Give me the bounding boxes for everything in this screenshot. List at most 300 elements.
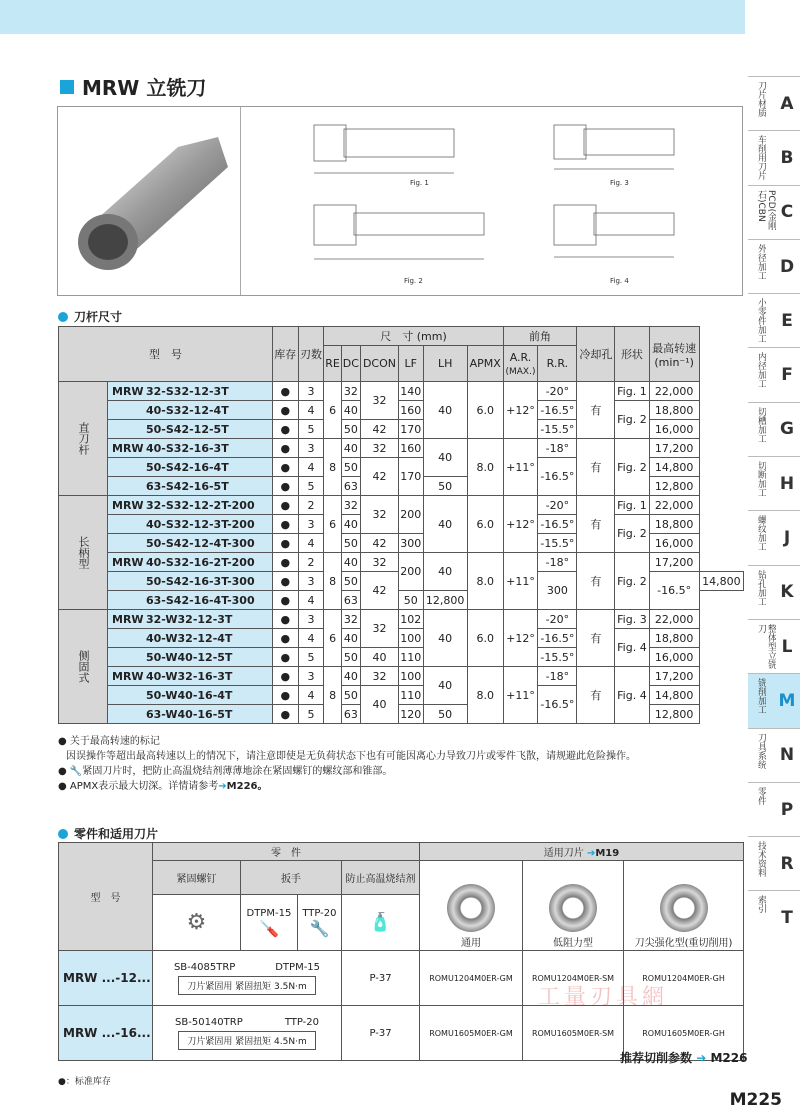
col-dcon: DCON xyxy=(360,346,398,382)
ref-arrow-icon: ➔ xyxy=(218,781,227,792)
insert-type-label: 低阻力型 xyxy=(553,938,594,949)
spec-cell: -16.5° xyxy=(538,686,577,724)
model-code: 40-S32-12-4T xyxy=(108,401,273,420)
model-code: MRW 40-W32-16-3T xyxy=(108,667,273,686)
stock-cell: ● xyxy=(272,648,298,667)
col-rr: R.R. xyxy=(538,346,577,382)
spec-cell: Fig. 4 xyxy=(615,667,649,724)
teeth-cell: 4 xyxy=(298,401,324,420)
rpm-cell: 18,800 xyxy=(649,401,699,420)
insert-gm-image xyxy=(447,884,495,932)
dc-cell: 50 xyxy=(341,534,360,553)
title-square-icon xyxy=(60,80,74,94)
spec-cell: 40 xyxy=(423,496,467,553)
spec-cell: 160 xyxy=(399,439,424,458)
teeth-cell: 5 xyxy=(298,477,324,496)
model-code: 63-S42-16-4T-300 xyxy=(108,591,273,610)
screw-value: SB-50140TRP xyxy=(175,1016,243,1028)
dc-cell: 40 xyxy=(341,401,360,420)
insert-type-label: 通用 xyxy=(460,938,481,949)
tool-photo xyxy=(58,107,240,297)
spec-cell: 300 xyxy=(399,534,424,553)
parts-row-model: MRW ...-16... xyxy=(59,1006,153,1061)
spec-cell: 8.0 xyxy=(467,553,503,610)
parts-col-wrench: 扳手 xyxy=(241,861,342,895)
spec-cell: -20° xyxy=(538,496,577,515)
tab-label: 铣削加工 xyxy=(756,678,766,715)
spec-cell: 6.0 xyxy=(467,382,503,439)
dc-cell: 50 xyxy=(341,420,360,439)
rpm-cell: 17,200 xyxy=(649,667,699,686)
spec-cell: 170 xyxy=(399,458,424,496)
spec-cell: 40 xyxy=(423,382,467,439)
insert-code: ROMU1204M0ER-GH xyxy=(624,951,744,1006)
model-code: 63-S42-16-5T xyxy=(108,477,273,496)
dc-cell: 40 xyxy=(341,667,360,686)
spec-cell: 32 xyxy=(360,610,398,648)
dc-cell: 50 xyxy=(341,686,360,705)
spec-cell: 6.0 xyxy=(467,610,503,667)
spec-cell: -15.5° xyxy=(538,420,577,439)
spec-cell: 40 xyxy=(360,686,398,724)
stock-cell: ● xyxy=(272,477,298,496)
re-cell: 6 xyxy=(324,610,341,667)
tab-label: 技术资料 xyxy=(756,841,766,878)
model-code: 40-S32-12-3T-200 xyxy=(108,515,273,534)
spec-cell: -16.5° xyxy=(538,629,577,648)
rpm-cell: 12,800 xyxy=(649,705,699,724)
stock-cell: ● xyxy=(272,515,298,534)
stock-cell: ● xyxy=(272,629,298,648)
stock-cell: ● xyxy=(272,496,298,515)
rpm-cell: 22,000 xyxy=(649,496,699,515)
antiseize-value: P-37 xyxy=(342,951,420,1006)
tab-label: 内径加工 xyxy=(756,352,766,389)
model-code: 50-W40-16-4T xyxy=(108,686,273,705)
spec-cell: -20° xyxy=(538,610,577,629)
dc-cell: 40 xyxy=(341,629,360,648)
stock-cell: ● xyxy=(272,534,298,553)
spec-cell: 200 xyxy=(399,553,424,591)
spec-cell: 40 xyxy=(423,667,467,705)
dc-cell: 63 xyxy=(341,477,360,496)
spec-cell: -18° xyxy=(538,553,577,572)
spec-cell: Fig. 3 xyxy=(615,610,649,629)
rpm-cell: 16,000 xyxy=(649,648,699,667)
stock-cell: ● xyxy=(272,553,298,572)
parts-col-screw: 紧固螺钉 xyxy=(153,861,241,895)
spec-cell: 100 xyxy=(399,629,424,648)
spec-row xyxy=(59,439,744,458)
spec-cell: -16.5° xyxy=(538,515,577,534)
spec-cell: 有 xyxy=(577,610,615,667)
spec-cell: 有 xyxy=(577,496,615,553)
spec-cell: -20° xyxy=(538,382,577,401)
tab-j[interactable] xyxy=(748,510,800,564)
rpm-cell: 14,800 xyxy=(649,686,699,705)
col-model: 型 号 xyxy=(59,327,273,382)
dc-cell: 63 xyxy=(341,591,360,610)
spec-cell: 32 xyxy=(360,553,398,572)
top-banner xyxy=(0,0,745,34)
spec-cell: 140 xyxy=(399,382,424,401)
spec-cell: 42 xyxy=(360,572,398,610)
col-dims: 尺 寸 (mm) xyxy=(324,327,503,346)
spec-cell: 32 xyxy=(360,496,398,534)
spec-cell: 50 xyxy=(399,591,424,610)
tab-letter: E xyxy=(781,310,793,331)
section-spec-heading: 刀杆尺寸 xyxy=(58,308,122,325)
model-code: MRW 40-S32-16-3T xyxy=(108,439,273,458)
tab-label: 外径加工 xyxy=(756,243,766,280)
rpm-cell: 14,800 xyxy=(649,458,699,477)
torque-note: 刀片紧固用 紧固扭矩 4.5N·m xyxy=(178,1031,315,1050)
model-code: MRW 32-S32-12-3T xyxy=(108,382,273,401)
dc-cell: 32 xyxy=(341,496,360,515)
model-code: 50-S42-16-3T-300 xyxy=(108,572,273,591)
col-coolant: 冷却孔 xyxy=(577,327,615,382)
stock-cell: ● xyxy=(272,667,298,686)
spec-row xyxy=(59,610,744,629)
spec-cell: Fig. 2 xyxy=(615,515,649,553)
teeth-cell: 3 xyxy=(298,382,324,401)
stock-legend: ●：标准库存 xyxy=(58,1077,111,1087)
col-re: RE xyxy=(324,346,341,382)
insert-code: ROMU1605M0ER-SM xyxy=(522,1006,623,1061)
col-teeth: 刃数 xyxy=(298,327,324,382)
stock-cell: ● xyxy=(272,686,298,705)
group-label: 长柄型 xyxy=(59,496,108,610)
model-code: MRW 32-W32-12-3T xyxy=(108,610,273,629)
spec-cell: 6.0 xyxy=(467,496,503,553)
teeth-cell: 4 xyxy=(298,458,324,477)
col-lh: LH xyxy=(423,346,467,382)
insert-code: ROMU1204M0ER-SM xyxy=(522,951,623,1006)
note-antiseize: 紧固刀片时，把防止高温烧结剂薄薄地涂在紧固螺钉的螺纹部和锥部。 xyxy=(82,766,393,777)
spec-cell: 120 xyxy=(399,705,424,724)
spec-row xyxy=(59,401,744,420)
screwdriver-icon: 🪛 xyxy=(258,918,279,938)
tab-label: 小零件加工 xyxy=(756,298,766,344)
section-parts-heading: 零件和适用刀片 xyxy=(58,825,158,842)
spec-cell: -16.5° xyxy=(538,401,577,420)
col-shape: 形状 xyxy=(615,327,649,382)
dc-cell: 50 xyxy=(341,458,360,477)
bullet-icon xyxy=(58,312,68,322)
spec-cell: 100 xyxy=(399,667,424,686)
spec-cell: -15.5° xyxy=(538,648,577,667)
spec-cell: -16.5° xyxy=(538,458,577,496)
col-rake: 前角 xyxy=(503,327,577,346)
spec-cell: 有 xyxy=(577,667,615,724)
t-wrench-icon: 🔧 xyxy=(309,918,330,938)
rpm-cell: 18,800 xyxy=(649,515,699,534)
dc-cell: 40 xyxy=(341,515,360,534)
tab-m[interactable] xyxy=(748,673,800,727)
tab-h[interactable] xyxy=(748,456,800,510)
model-code: MRW 40-S32-16-2T-200 xyxy=(108,553,273,572)
spec-cell: +12° xyxy=(503,382,538,439)
spec-row xyxy=(59,496,744,515)
tab-letter: D xyxy=(779,256,795,277)
tab-letter: H xyxy=(779,473,795,494)
spec-cell: -18° xyxy=(538,667,577,686)
figure-2-label: Fig. 2 xyxy=(404,277,423,285)
col-stock: 库存 xyxy=(272,327,298,382)
tube-icon: 🧴 xyxy=(342,895,420,951)
notes: ● 关于最高转速的标记 因误操作等超出最高转速以上的情况下，请注意即使是无负荷状态下也有可能因离心力导致刀片或零件飞散，请规避此危险操作。 ● 🔧紧固刀片时，把防止高温烧结剂薄薄地涂在紧固螺钉的螺纹部和锥部。 ● APMX表示最大切深。详情请参考➔M226。 xyxy=(58,736,636,792)
insert-code: ROMU1605M0ER-GH xyxy=(624,1006,744,1061)
spec-row xyxy=(59,667,744,686)
rpm-cell: 17,200 xyxy=(649,439,699,458)
re-cell: 6 xyxy=(324,496,341,553)
stock-cell: ● xyxy=(272,439,298,458)
dc-cell: 32 xyxy=(341,610,360,629)
spec-cell: 102 xyxy=(399,610,424,629)
spec-cell: -18° xyxy=(538,439,577,458)
note-apmx: APMX表示最大切深。详情请参考 xyxy=(69,781,219,792)
stock-cell: ● xyxy=(272,382,298,401)
tab-l[interactable] xyxy=(748,619,800,673)
col-lf: LF xyxy=(399,346,424,382)
model-code: 50-S42-12-4T-300 xyxy=(108,534,273,553)
insert-code: ROMU1204M0ER-GM xyxy=(420,951,523,1006)
spec-cell: Fig. 2 xyxy=(615,401,649,439)
stock-cell: ● xyxy=(272,591,298,610)
spec-cell: -16.5° xyxy=(649,572,699,610)
tab-r[interactable] xyxy=(748,836,800,890)
tab-letter: N xyxy=(779,745,795,766)
spec-cell: Fig. 4 xyxy=(615,629,649,667)
recommended-params-link[interactable]: 推荐切削参数 ➔ M226 xyxy=(620,1051,748,1065)
tab-letter: R xyxy=(780,853,794,874)
page-number: M225 xyxy=(729,1090,782,1110)
screw-value: SB-4085TRP xyxy=(173,961,236,973)
tab-t[interactable] xyxy=(748,890,800,944)
stock-cell: ● xyxy=(272,401,298,420)
rpm-cell: 22,000 xyxy=(649,610,699,629)
tab-letter: J xyxy=(783,528,791,549)
dc-cell: 50 xyxy=(341,572,360,591)
spec-cell: 42 xyxy=(360,458,398,496)
tab-b[interactable] xyxy=(748,130,800,184)
group-label: 侧固式 xyxy=(59,610,108,724)
insert-sm-image xyxy=(549,884,597,932)
rpm-cell: 16,000 xyxy=(649,420,699,439)
teeth-cell: 2 xyxy=(298,496,324,515)
spec-cell: Fig. 1 xyxy=(615,496,649,515)
note-rpm-title: 关于最高转速的标记 xyxy=(69,736,160,747)
tab-e[interactable] xyxy=(748,293,800,347)
parts-row-model: MRW ...-12... xyxy=(59,951,153,1006)
tab-letter: A xyxy=(780,93,794,114)
tab-c[interactable] xyxy=(748,185,800,239)
spec-cell: 有 xyxy=(577,439,615,496)
parts-table xyxy=(58,842,744,1061)
tab-a[interactable] xyxy=(748,76,800,130)
spec-cell: 有 xyxy=(577,382,615,439)
dimension-drawings xyxy=(244,107,744,297)
antiseize-value: P-37 xyxy=(342,1006,420,1061)
teeth-cell: 4 xyxy=(298,629,324,648)
page-title: MRW 立铣刀 xyxy=(60,72,206,101)
teeth-cell: 5 xyxy=(298,420,324,439)
spec-cell: 200 xyxy=(399,496,424,534)
bullet-icon xyxy=(58,829,68,839)
tab-letter: B xyxy=(780,147,794,168)
watermark: 工量刃具網 xyxy=(538,985,669,1010)
teeth-cell: 5 xyxy=(298,705,324,724)
teeth-cell: 3 xyxy=(298,667,324,686)
spec-cell: 170 xyxy=(399,420,424,439)
re-cell: 8 xyxy=(324,553,341,610)
tab-label: 刀具系统 xyxy=(756,732,766,769)
teeth-cell: 3 xyxy=(298,515,324,534)
model-code: 50-S42-16-4T xyxy=(108,458,273,477)
tab-label: 螺纹加工 xyxy=(756,515,766,552)
parts-col-parts: 零 件 xyxy=(153,843,420,861)
tab-letter: C xyxy=(780,202,794,223)
re-cell: 8 xyxy=(324,439,341,496)
insert-gh-image xyxy=(660,884,708,932)
spec-cell: 110 xyxy=(399,686,424,705)
teeth-cell: 5 xyxy=(298,648,324,667)
wrench-value: TTP-20 xyxy=(284,1016,319,1028)
tab-label: 切槽加工 xyxy=(756,406,766,443)
spec-cell: 42 xyxy=(360,420,398,439)
rpm-cell: 14,800 xyxy=(699,572,743,591)
tab-label: 钻孔加工 xyxy=(756,569,766,606)
col-ar: A.R. (MAX.) xyxy=(503,346,538,382)
insert-code: ROMU1605M0ER-GM xyxy=(420,1006,523,1061)
stock-cell: ● xyxy=(272,420,298,439)
insert-type-label: 刀尖强化型(重切削用) xyxy=(634,938,733,949)
spec-cell: Fig. 1 xyxy=(615,382,649,401)
figure-1-label: Fig. 1 xyxy=(410,179,429,187)
rpm-cell: 22,000 xyxy=(649,382,699,401)
spec-cell: +11° xyxy=(503,553,538,610)
rpm-cell: 12,800 xyxy=(423,591,467,610)
rpm-cell: 16,000 xyxy=(649,534,699,553)
wrench-glue-icon: 🔧 xyxy=(69,766,83,777)
tab-label: 整体型立铣刀 xyxy=(756,623,776,669)
tab-label: 索引 xyxy=(756,895,766,914)
spec-cell: 40 xyxy=(423,610,467,667)
spec-cell: 8.0 xyxy=(467,439,503,496)
tab-letter: K xyxy=(780,582,794,603)
tab-d[interactable] xyxy=(748,239,800,293)
stock-cell: ● xyxy=(272,458,298,477)
spec-cell: 32 xyxy=(360,667,398,686)
col-apmx: APMX xyxy=(467,346,503,382)
tab-f[interactable] xyxy=(748,347,800,401)
wrench-2-label: TTP-20 xyxy=(302,907,337,919)
teeth-cell: 2 xyxy=(298,553,324,572)
tab-g[interactable] xyxy=(748,402,800,456)
spec-cell: 32 xyxy=(360,439,398,458)
dc-cell: 40 xyxy=(341,553,360,572)
parts-col-model: 型 号 xyxy=(59,843,153,951)
tab-p[interactable] xyxy=(748,782,800,836)
dc-cell: 50 xyxy=(341,648,360,667)
figure-panel xyxy=(57,106,743,296)
rpm-cell: 18,800 xyxy=(649,629,699,648)
tab-letter: F xyxy=(781,365,793,386)
spec-cell: 有 xyxy=(577,553,615,610)
tab-k[interactable] xyxy=(748,565,800,619)
tab-n[interactable] xyxy=(748,728,800,782)
tab-letter: T xyxy=(781,908,793,929)
spec-cell: 40 xyxy=(423,553,467,591)
wrench-1-label: DTPM-15 xyxy=(246,907,292,919)
col-dc: DC xyxy=(341,346,360,382)
panel-divider xyxy=(240,107,241,295)
spec-row xyxy=(59,553,744,572)
spec-cell: -15.5° xyxy=(538,534,577,553)
dc-cell: 63 xyxy=(341,705,360,724)
tab-letter: M xyxy=(778,690,796,711)
spec-cell: Fig. 2 xyxy=(615,439,649,496)
note-rpm-body: 因误操作等超出最高转速以上的情况下，请注意即使是无负荷状态下也有可能因离心力导致刀片或零件飞散，请规避此危险操作。 xyxy=(66,751,636,762)
model-code: MRW 32-S32-12-2T-200 xyxy=(108,496,273,515)
spec-cell: Fig. 2 xyxy=(615,553,649,610)
spec-cell: 40 xyxy=(423,439,467,477)
tab-letter: G xyxy=(780,419,794,440)
wrench-value: DTPM-15 xyxy=(275,961,321,973)
tab-label: 零件 xyxy=(756,786,766,805)
model-code: 63-W40-16-5T xyxy=(108,705,273,724)
spec-cell: 50 xyxy=(423,477,467,496)
teeth-cell: 4 xyxy=(298,591,324,610)
re-cell: 8 xyxy=(324,667,341,724)
spec-cell: +11° xyxy=(503,667,538,724)
col-max-rpm: 最高转速 (min⁻¹) xyxy=(649,327,699,382)
spec-cell: 8.0 xyxy=(467,667,503,724)
parts-col-inserts: 适用刀片 ➔M19 xyxy=(420,843,744,861)
spec-cell: +12° xyxy=(503,496,538,553)
tab-letter: L xyxy=(781,636,793,657)
side-index-tabs xyxy=(748,76,800,945)
teeth-cell: 3 xyxy=(298,439,324,458)
spec-row xyxy=(59,629,744,648)
model-code: 50-W40-12-5T xyxy=(108,648,273,667)
rpm-cell: 12,800 xyxy=(649,477,699,496)
spec-cell: 32 xyxy=(360,382,398,420)
spec-table xyxy=(58,326,744,724)
note-apmx-ref[interactable]: M226。 xyxy=(226,781,268,792)
model-code: 50-S42-12-5T xyxy=(108,420,273,439)
teeth-cell: 3 xyxy=(298,610,324,629)
stock-cell: ● xyxy=(272,572,298,591)
rpm-cell: 17,200 xyxy=(649,553,699,572)
parts-col-antiseize: 防止高温烧结剂 xyxy=(342,861,420,895)
ref-arrow-icon: ➔ xyxy=(696,1051,707,1065)
dc-cell: 32 xyxy=(341,382,360,401)
teeth-cell: 4 xyxy=(298,534,324,553)
teeth-cell: 4 xyxy=(298,686,324,705)
tab-label: 车削用刀片 xyxy=(756,135,766,181)
spec-cell: 42 xyxy=(360,534,398,553)
tab-letter: P xyxy=(780,799,794,820)
tab-label: 刀片材质 xyxy=(756,81,766,117)
teeth-cell: 3 xyxy=(298,572,324,591)
spec-cell: 40 xyxy=(360,648,398,667)
figure-3-label: Fig. 3 xyxy=(610,179,629,187)
model-code: 40-W32-12-4T xyxy=(108,629,273,648)
spec-cell: 110 xyxy=(399,648,424,667)
stock-cell: ● xyxy=(272,610,298,629)
spec-cell: 300 xyxy=(538,572,577,610)
